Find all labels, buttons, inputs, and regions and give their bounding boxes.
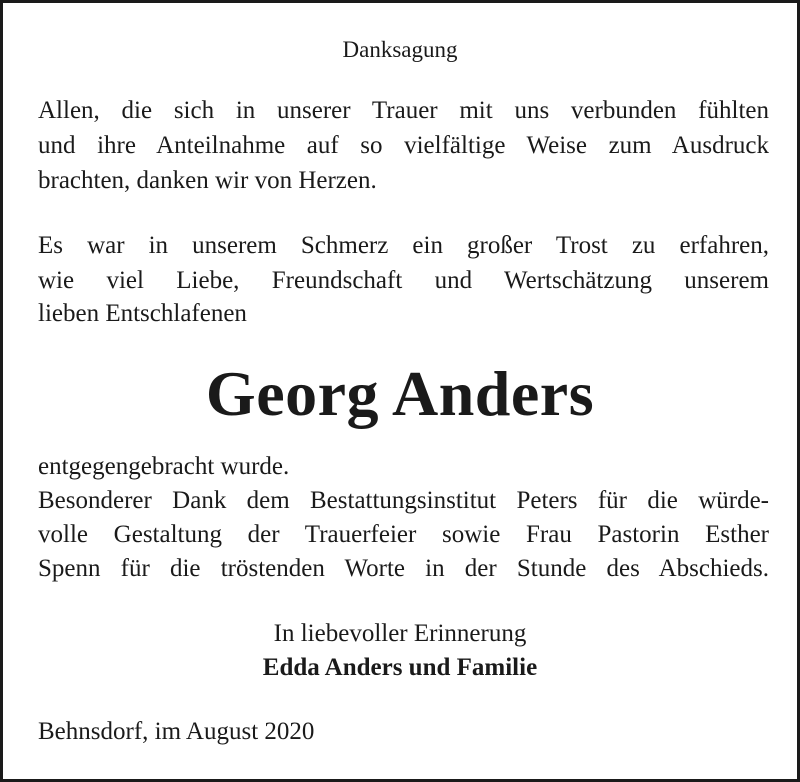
deceased-name: Georg Anders <box>205 358 595 429</box>
paragraph-1-line-2: und ihre Anteilnahme auf so vielfältige Weise zum Ausdruck <box>38 132 769 159</box>
paragraph-1-line-1: Allen, die sich in unserer Trauer mit uns verbunden fühlten <box>38 97 769 124</box>
paragraph-2-line-2: wie viel Liebe, Freundschaft und Wertschätzung unserem <box>38 267 769 294</box>
paragraph-2-line-3: lieben Entschlafenen <box>38 300 247 327</box>
paragraph-3-line-2: Besonderer Dank dem Bestattungsinstitut Peters für die würde- <box>38 487 769 514</box>
paragraph-3-line-1: entgegengebracht wurde. <box>38 453 290 480</box>
place-date: Behnsdorf, im August 2020 <box>38 718 315 745</box>
paragraph-3-line-3: volle Gestaltung der Trauerfeier sowie Frau Pastorin Esther <box>38 521 769 548</box>
closing-line: In liebevoller Erinnerung <box>273 620 527 647</box>
paragraph-1-line-3: brachten, danken wir von Herzen. <box>38 167 377 194</box>
notice-title: Danksagung <box>342 37 458 62</box>
paragraph-2-line-1: Es war in unserem Schmerz ein großer Trost zu erfahren, <box>38 232 769 259</box>
signature: Edda Anders und Familie <box>262 654 538 681</box>
paragraph-3-line-4: Spenn für die tröstenden Worte in der Stunde des Abschieds. <box>38 555 769 582</box>
